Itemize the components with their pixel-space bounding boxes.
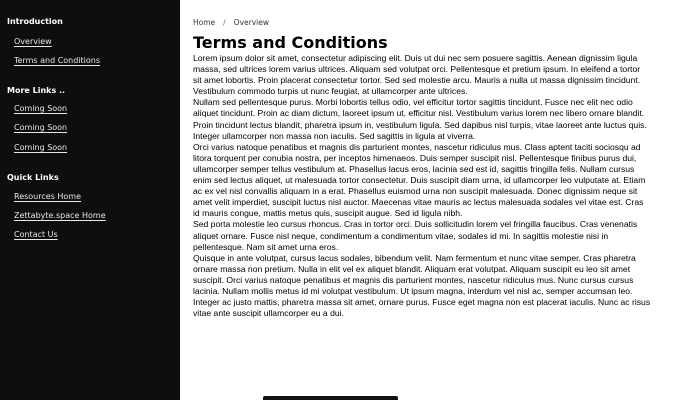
bottom-scroll-handle[interactable]: [263, 396, 398, 400]
terms-body: [193, 53, 651, 400]
terms-paragraph-2: Nullam sed pellentesque purus. Morbi lobortis tellus odio, vel efficitur tortor sagittis tincidunt. Fusce nec elit nec odio aliquet tincidunt. Proin ac diam dictum, laoreet ipsum ut, efficitur nisl. Vestibulum varius lorem nec libero ornare blandit. Proin tincidunt lectus blandit, pharetra ipsum in, vestibulum ligula. Sed dapibus nisl turpis, vitae laoreet ante luctus quis. Integer ullamcorper non massa non iaculis. Sed sagittis in ligula at viverra.: [193, 97, 647, 141]
sidebar-link-coming-soon-2[interactable]: Coming Soon: [14, 123, 68, 132]
sidebar-heading-introduction: Introduction: [7, 17, 63, 26]
sidebar-heading-quick-links: Quick Links: [7, 173, 59, 182]
breadcrumb: [193, 18, 269, 27]
sidebar-heading-more-links: More Links ..: [7, 86, 66, 95]
sidebar: [0, 0, 180, 400]
breadcrumb-overview[interactable]: Overview: [233, 18, 269, 27]
sidebar-link-coming-soon-3[interactable]: Coming Soon: [14, 143, 68, 152]
main-content: [193, 0, 658, 400]
sidebar-link-resources-home[interactable]: Resources Home: [14, 192, 82, 201]
breadcrumb-separator: /: [223, 18, 226, 27]
terms-paragraph-3: Orci varius natoque penatibus et magnis dis parturient montes, nascetur ridiculus mus. Class aptent taciti sociosqu ad litora torquent per conubia nostra, per inceptos himenaeos. Duis semper suscipit nisl. Pellentesque finibus purus dui, ullamcorper semper tellus vestibulum at. Phasellus lacus eros, lacinia sed est id, sagittis fringilla felis. Nullam cursus enim sed lectus aliquet, ut malesuada tortor consectetur. Duis suscipit diam urna, id ullamcorper leo vulputate at. Etiam ac ex vel nisl convallis aliquam in a erat. Phasellus euismod urna non suscipit malesuada. Donec dignissim neque sit amet velit imperdiet, suscipit luctus nisl auctor. Maecenas vitae mauris ac lectus malesuada sodales vel vitae est. Cras id mauris congue, mattis metus quis, suscipit augue. Sed id ligula nibh.: [193, 141, 646, 219]
sidebar-link-zettabyte-space-home[interactable]: Zettabyte.space Home: [14, 211, 106, 220]
sidebar-link-terms-and-conditions[interactable]: Terms and Conditions: [14, 56, 101, 65]
page-title: Terms and Conditions: [193, 33, 388, 52]
terms-paragraph-1: Lorem ipsum dolor sit amet, consectetur adipiscing elit. Duis ut dui nec sem posuere sagittis. Aenean dignissim ligula massa, sed ultrices lorem varius ultrices. Aliquam sed volutpat orci. Pellentesque et pretium ipsum. In eleifend a tortor sit amet lobortis. Proin placerat consectetur tortor. Sed sed molestie arcu. Mauris a nulla ut massa dignissim tincidunt. Vestibulum commodo turpis ut nunc feugiat, at ullamcorper ante ultrices.: [193, 53, 641, 97]
sidebar-link-coming-soon-1[interactable]: Coming Soon: [14, 104, 68, 113]
terms-paragraph-5: Quisque in ante volutpat, cursus lacus sodales, bibendum velit. Nam fermentum et nunc vitae semper. Cras pharetra ornare massa non pretium. Nulla in elit vel ex aliquet blandit. Aliquam erat volutpat. Aliquam suscipit eu leo sit amet suscipit. Orci varius natoque penatibus et magnis dis parturient montes, nascetur ridiculus mus. Nunc cursus cursus lacinia. Nullam mollis metus id mi volutpat vestibulum. Ut ipsum magna, interdum vel nisl ac, semper accumsan leo. Integer ac justo mattis, pharetra massa sit amet, ornare purus. Fusce eget magna non est placerat iaculis. Nunc ac risus vitae ante suscipit ullamcorper eu a dui.: [193, 252, 651, 319]
breadcrumb-home[interactable]: Home: [193, 18, 216, 27]
sidebar-link-contact-us[interactable]: Contact Us: [14, 230, 58, 239]
sidebar-link-overview[interactable]: Overview: [14, 37, 52, 46]
terms-paragraph-4: Sed porta molestie leo cursus rhoncus. Cras in tortor orci. Duis sollicitudin lorem vel fringilla faucibus. Cras venenatis aliquet ornare. Fusce nisl neque, condimentum a condimentum vitae, sodales id mi. In sagittis molestie nisi in pellentesque. Nam sit amet urna eros.: [193, 219, 638, 252]
